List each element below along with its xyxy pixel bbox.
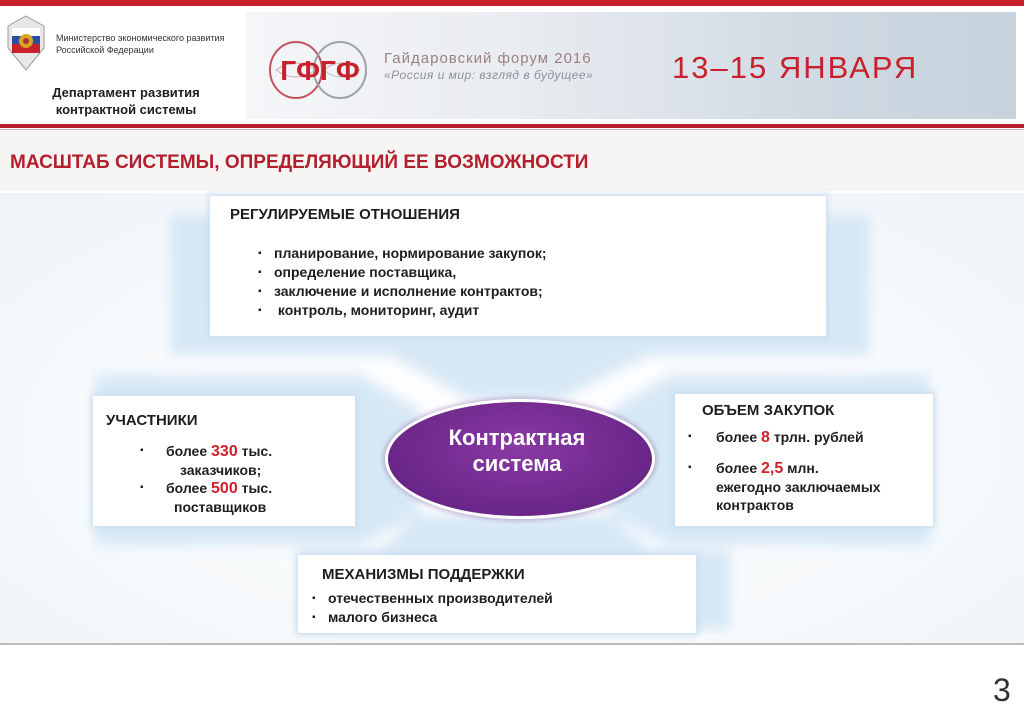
regulated-relations-heading: РЕГУЛИРУЕМЫЕ ОТНОШЕНИЯ <box>230 206 460 223</box>
footer-divider <box>0 643 1024 645</box>
department-name <box>20 84 232 118</box>
header-divider <box>0 124 1024 128</box>
ministry-line-2: Российской Федерации <box>56 45 154 55</box>
header-divider-thin <box>0 129 1024 130</box>
department-line-2: контрактной системы <box>55 102 197 117</box>
bullet-icon: ▪ <box>140 482 144 493</box>
customers-count: 330 <box>211 443 238 460</box>
top-accent-line <box>0 0 1024 6</box>
bullet-icon: ▪ <box>258 286 262 297</box>
bullet-icon: ▪ <box>258 267 262 278</box>
list-item: ▪ определение поставщика, <box>258 264 457 280</box>
participants-heading: УЧАСТНИКИ <box>106 412 198 429</box>
bullet-icon: ▪ <box>688 462 692 473</box>
contracts-millions: 2,5 <box>761 460 784 477</box>
center-label-line-1: Контрактная <box>448 425 586 450</box>
contract-system-label <box>385 425 649 477</box>
procurement-volume-list <box>688 428 881 514</box>
participants-list <box>140 442 272 516</box>
suppliers-count: 500 <box>211 480 238 497</box>
list-item: ▪ отечественных производителей <box>312 590 553 606</box>
forum-subtitle: «Россия и мир: взгляд в будущее» <box>384 68 594 82</box>
coat-of-arms-icon <box>6 14 46 72</box>
bullet-icon: ▪ <box>258 248 262 259</box>
forum-dates: 13–15 ЯНВАРЯ <box>672 50 919 85</box>
forum-title: Гайдаровский форум 2016 <box>384 50 592 67</box>
page-number: 3 <box>993 672 1011 708</box>
list-item: ▪ планирование, нормирование закупок; <box>258 245 547 261</box>
list-item: ▪ более 2,5 млн. ежегодно заключаемых контрактов <box>688 460 881 513</box>
bullet-icon: ▪ <box>312 593 316 604</box>
bullet-icon: ▪ <box>258 305 262 316</box>
bullet-icon: ▪ <box>312 612 316 623</box>
regulated-relations-list <box>258 244 547 320</box>
procurement-volume-heading: ОБЪЕМ ЗАКУПОК <box>702 402 835 419</box>
list-item: ▪ более 330 тыс. заказчиков; <box>140 443 273 478</box>
bullet-icon: ▪ <box>688 431 692 442</box>
support-mechanisms-list <box>312 589 553 627</box>
center-label-line-2: система <box>472 451 562 476</box>
support-mechanisms-heading: МЕХАНИЗМЫ ПОДДЕРЖКИ <box>322 566 525 583</box>
bullet-icon: ▪ <box>140 445 144 456</box>
list-item: ▪ контроль, мониторинг, аудит <box>258 302 480 318</box>
list-item: ▪ заключение и исполнение контрактов; <box>258 283 543 299</box>
list-item: ▪ более 8 трлн. рублей <box>688 429 864 446</box>
ministry-name <box>56 32 246 56</box>
ministry-line-1: Министерство экономического развития <box>56 33 225 43</box>
list-item: ▪ малого бизнеса <box>312 609 438 625</box>
gfgf-logo-text: ГФГФ <box>280 55 360 86</box>
list-item: ▪ более 500 тыс. поставщиков <box>140 480 273 515</box>
page-title: МАСШТАБ СИСТЕМЫ, ОПРЕДЕЛЯЮЩИЙ ЕЕ ВОЗМОЖНОСТИ <box>10 152 589 173</box>
volume-trillions: 8 <box>761 429 770 446</box>
department-line-1: Департамент развития <box>52 85 200 100</box>
gfgf-logo-icon <box>266 36 374 102</box>
